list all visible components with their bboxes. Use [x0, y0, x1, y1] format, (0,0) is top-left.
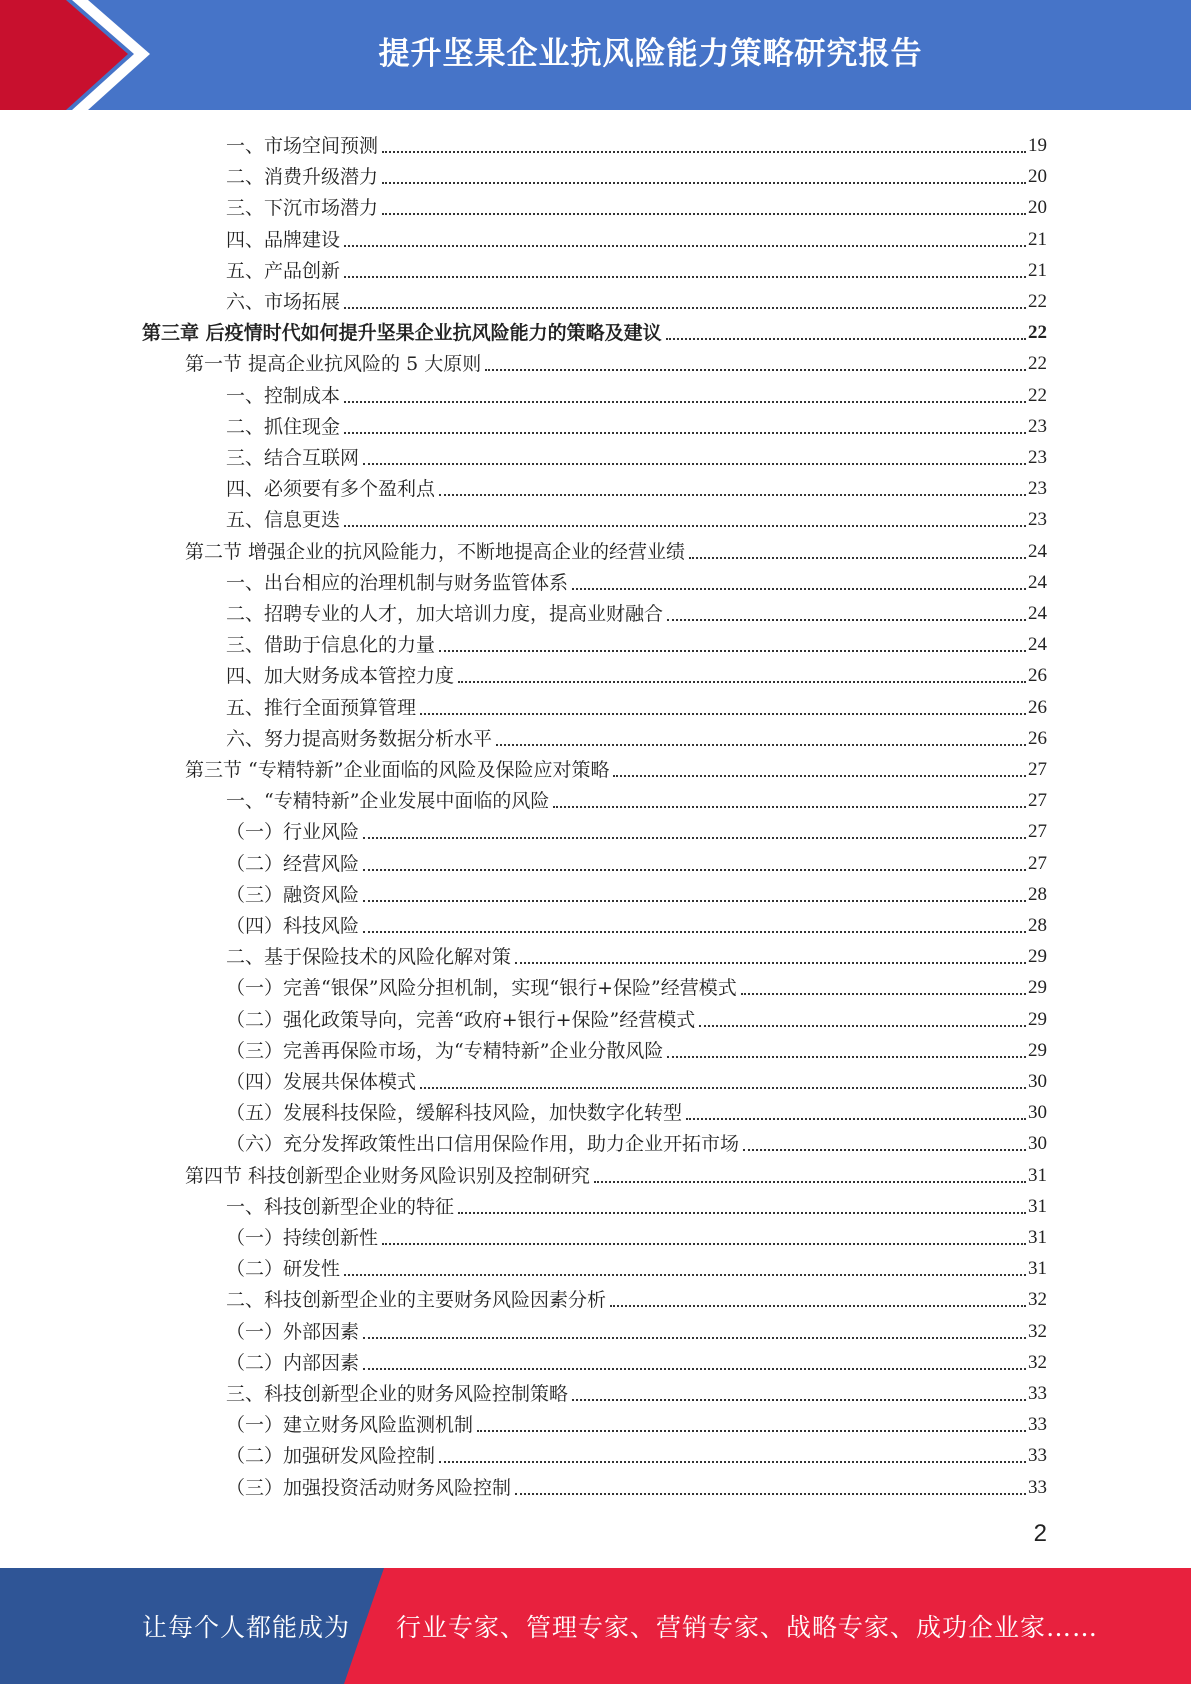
toc-entry-page: 21 [1028, 259, 1047, 281]
toc-entry-page: 24 [1028, 540, 1047, 562]
toc-entry-page: 26 [1028, 727, 1047, 749]
toc-entry-page: 29 [1028, 977, 1047, 999]
toc-entry[interactable] [226, 564, 1047, 595]
toc-dot-leader [572, 587, 1026, 590]
toc-entry-title: 第二节 增强企业的抗风险能力，不断地提高企业的经营业绩 [185, 540, 686, 563]
toc-entry-title: （二）加强研发风险控制 [226, 1445, 436, 1468]
toc-entry[interactable] [185, 1157, 1047, 1188]
toc-entry-title: （二）内部因素 [226, 1351, 360, 1374]
toc-dot-leader [515, 1492, 1026, 1495]
toc-entry-title: 二、消费升级潜力 [226, 166, 379, 189]
toc-dot-leader [743, 1148, 1026, 1151]
toc-entry-title: （一）建立财务风险监测机制 [226, 1414, 474, 1437]
toc-entry[interactable] [226, 1094, 1047, 1125]
toc-entry-title: （四）发展共保体模式 [226, 1071, 417, 1093]
toc-entry-title: 一、市场空间预测 [226, 135, 379, 157]
toc-entry-page: 33 [1028, 1445, 1047, 1467]
toc-entry[interactable] [226, 1032, 1047, 1063]
toc-entry[interactable] [226, 252, 1047, 283]
toc-dot-leader [344, 400, 1026, 403]
toc-entry-page: 24 [1028, 603, 1047, 624]
toc-entry-page: 23 [1028, 447, 1047, 468]
toc-entry-title: （一）持续创新性 [226, 1227, 379, 1249]
toc-entry-page: 32 [1028, 1289, 1047, 1311]
toc-dot-leader [363, 899, 1026, 902]
toc-entry[interactable] [226, 501, 1047, 532]
toc-entry-page: 24 [1028, 571, 1047, 593]
toc-dot-leader [610, 1304, 1026, 1307]
toc-entry[interactable] [226, 1437, 1047, 1468]
toc-dot-leader [458, 680, 1026, 683]
toc-entry-page: 30 [1028, 1071, 1047, 1092]
toc-dot-leader [496, 743, 1026, 746]
toc-entry-title: 五、推行全面预算管理 [226, 696, 417, 719]
toc-entry-page: 23 [1028, 478, 1047, 500]
toc-entry-title: 第一节 提高企业抗风险的 5 大原则 [185, 353, 482, 376]
toc-dot-leader [344, 306, 1026, 309]
toc-entry-title: 一、“专精特新”企业发展中面临的风险 [226, 790, 550, 813]
toc-dot-leader [477, 1429, 1026, 1432]
toc-dot-leader [382, 150, 1026, 153]
toc-entry[interactable] [226, 158, 1047, 189]
toc-entry-page: 27 [1028, 759, 1047, 780]
toc-entry[interactable] [226, 657, 1047, 688]
toc-entry-title: 一、控制成本 [226, 384, 341, 407]
toc-entry[interactable] [185, 345, 1047, 376]
toc-entry-title: （一）行业风险 [226, 821, 360, 844]
toc-entry-page: 29 [1028, 946, 1047, 968]
toc-entry-page: 28 [1028, 915, 1047, 936]
toc-dot-leader [667, 1055, 1026, 1058]
toc-entry-page: 30 [1028, 1133, 1047, 1155]
toc-entry-title: （六）充分发挥政策性出口信用保险作用，助力企业开拓市场 [226, 1133, 740, 1156]
toc-dot-leader [439, 649, 1026, 652]
toc-entry-title: （三）完善再保险市场，为“专精特新”企业分散风险 [226, 1039, 664, 1062]
toc-entry-page: 23 [1028, 509, 1047, 531]
toc-entry-title: 六、努力提高财务数据分析水平 [226, 727, 493, 750]
toc-entry-title: 一、出台相应的治理机制与财务监管体系 [226, 571, 569, 594]
toc-dot-leader [363, 1336, 1026, 1339]
toc-entry-title: 五、信息更迭 [226, 509, 341, 532]
toc-dot-leader [439, 493, 1026, 496]
toc-entry[interactable] [185, 533, 1047, 564]
page-footer [0, 1568, 1191, 1684]
toc-entry-title: （四）科技风险 [226, 915, 360, 937]
toc-entry[interactable] [226, 1375, 1047, 1406]
toc-entry-title: 第四节 科技创新型企业财务风险识别及控制研究 [185, 1164, 591, 1187]
toc-entry-page: 33 [1028, 1476, 1047, 1498]
toc-entry[interactable] [226, 782, 1047, 813]
toc-entry-page: 29 [1028, 1039, 1047, 1061]
toc-dot-leader [363, 836, 1026, 839]
toc-entry-title: 第三章 后疫情时代如何提升坚果企业抗风险能力的策略及建议 [142, 322, 662, 345]
toc-entry[interactable] [226, 1250, 1047, 1281]
toc-entry-page: 31 [1028, 1195, 1047, 1217]
toc-entry[interactable] [226, 689, 1047, 720]
toc-entry-page: 33 [1028, 1383, 1047, 1404]
toc-entry[interactable] [226, 1469, 1047, 1500]
toc-entry[interactable] [226, 1125, 1047, 1156]
toc-entry[interactable] [226, 845, 1047, 876]
toc-dot-leader [420, 1086, 1026, 1089]
toc-entry-page: 32 [1028, 1351, 1047, 1373]
toc-dot-leader [439, 1460, 1026, 1463]
toc-entry[interactable] [226, 377, 1047, 408]
toc-entry-title: 第三节 “专精特新”企业面临的风险及保险应对策略 [185, 759, 610, 781]
toc-entry-page: 31 [1028, 1227, 1047, 1248]
toc-entry-page: 28 [1028, 883, 1047, 905]
toc-entry-title: （三）融资风险 [226, 883, 360, 906]
toc-entry[interactable] [226, 1281, 1047, 1312]
toc-entry-page: 27 [1028, 852, 1047, 874]
toc-entry-title: 四、品牌建设 [226, 228, 341, 251]
footer-slogan-right: 行业专家、管理专家、营销专家、战略专家、成功企业家…… [396, 1613, 1099, 1642]
toc-dot-leader [699, 1024, 1026, 1027]
toc-entry[interactable] [226, 221, 1047, 252]
toc-dot-leader [382, 181, 1026, 184]
toc-entry[interactable] [226, 626, 1047, 657]
toc-entry-page: 26 [1028, 665, 1047, 687]
toc-entry-title: 三、结合互联网 [226, 447, 360, 469]
toc-entry[interactable] [226, 1063, 1047, 1094]
toc-entry-title: 二、抓住现金 [226, 415, 341, 438]
toc-dot-leader [613, 774, 1026, 777]
toc-entry[interactable] [226, 470, 1047, 501]
toc-dot-leader [420, 712, 1026, 715]
toc-entry-title: 三、下沉市场潜力 [226, 197, 379, 220]
toc-entry-title: （二）研发性 [226, 1258, 341, 1281]
toc-entry[interactable] [226, 1313, 1047, 1344]
page-header [0, 0, 1191, 110]
toc-dot-leader [741, 992, 1026, 995]
toc-entry-title: （一）外部因素 [226, 1320, 360, 1343]
toc-entry-page: 32 [1028, 1320, 1047, 1342]
toc-entry[interactable] [226, 813, 1047, 844]
toc-dot-leader [667, 618, 1026, 621]
toc-dot-leader [689, 556, 1026, 559]
toc-entry[interactable] [185, 751, 1047, 782]
page-number: 2 [1033, 1520, 1047, 1547]
toc-dot-leader [572, 1398, 1026, 1401]
toc-entry[interactable] [226, 1001, 1047, 1032]
toc-entry-title: （二）强化政策导向，完善“政府+银行+保险”经营模式 [226, 1008, 696, 1031]
toc-entry[interactable] [226, 408, 1047, 439]
toc-entry-title: 四、加大财务成本管控力度 [226, 665, 455, 688]
toc-entry[interactable] [226, 283, 1047, 314]
toc-dot-leader [363, 930, 1026, 933]
toc-entry[interactable] [226, 1344, 1047, 1375]
toc-dot-leader [382, 1242, 1026, 1245]
toc-entry[interactable] [226, 938, 1047, 969]
toc-entry-page: 20 [1028, 197, 1047, 219]
toc-entry-page: 19 [1028, 135, 1047, 156]
toc-entry-page: 31 [1028, 1164, 1047, 1186]
toc-entry[interactable] [226, 876, 1047, 907]
toc-entry[interactable] [226, 1406, 1047, 1437]
document-title: 提升坚果企业抗风险能力策略研究报告 [378, 35, 923, 72]
toc-entry-title: 五、产品创新 [226, 259, 341, 282]
toc-entry-title: 三、科技创新型企业的财务风险控制策略 [226, 1383, 569, 1405]
toc-entry[interactable] [142, 314, 1047, 345]
toc-dot-leader [382, 212, 1026, 215]
toc-entry[interactable] [226, 595, 1047, 626]
toc-entry-title: （一）完善“银保”风险分担机制，实现“银行+保险”经营模式 [226, 977, 737, 1000]
toc-dot-leader [363, 462, 1026, 465]
toc-dot-leader [594, 1180, 1026, 1183]
toc-entry-title: 二、招聘专业的人才，加大培训力度，提高业财融合 [226, 603, 664, 625]
toc-dot-leader [344, 1273, 1026, 1276]
toc-entry-title: 三、借助于信息化的力量 [226, 634, 436, 657]
toc-dot-leader [485, 368, 1026, 371]
toc-entry-title: 四、必须要有多个盈利点 [226, 478, 436, 501]
toc-entry-page: 22 [1028, 384, 1047, 406]
toc-dot-leader [553, 805, 1026, 808]
footer-slogan-left: 让每个人都能成为 [142, 1613, 351, 1642]
toc-entry-page: 30 [1028, 1102, 1047, 1124]
toc-entry-page: 22 [1028, 353, 1047, 375]
toc-entry[interactable] [226, 189, 1047, 220]
toc-entry-page: 22 [1028, 291, 1047, 312]
toc-dot-leader [666, 337, 1026, 340]
toc-entry[interactable] [226, 439, 1047, 470]
toc-entry-page: 33 [1028, 1414, 1047, 1436]
toc-dot-leader [515, 961, 1026, 964]
toc-entry-title: （五）发展科技保险，缓解科技风险，加快数字化转型 [226, 1102, 683, 1125]
toc-entry-title: 二、基于保险技术的风险化解对策 [226, 946, 512, 969]
toc-entry-page: 31 [1028, 1258, 1047, 1280]
toc-entry-title: （二）经营风险 [226, 852, 360, 875]
toc-entry-title: 一、科技创新型企业的特征 [226, 1195, 455, 1218]
toc-dot-leader [686, 1117, 1026, 1120]
toc-entry-page: 27 [1028, 790, 1047, 812]
toc-entry-page: 27 [1028, 821, 1047, 843]
toc-entry-page: 22 [1028, 322, 1047, 344]
toc-entry-page: 23 [1028, 415, 1047, 437]
toc-entry-page: 29 [1028, 1008, 1047, 1030]
toc-dot-leader [363, 1367, 1026, 1370]
toc-entry[interactable] [226, 907, 1047, 938]
toc-entry[interactable] [226, 720, 1047, 751]
toc-entry-page: 26 [1028, 696, 1047, 718]
toc-dot-leader [363, 868, 1026, 871]
toc-entry-page: 20 [1028, 166, 1047, 188]
toc-entry[interactable] [226, 1219, 1047, 1250]
toc-dot-leader [344, 524, 1026, 527]
toc-dot-leader [344, 244, 1026, 247]
toc-entry-page: 24 [1028, 634, 1047, 656]
toc-entry[interactable] [226, 969, 1047, 1000]
toc-entry-title: 六、市场拓展 [226, 291, 341, 313]
toc-dot-leader [344, 431, 1026, 434]
toc-dot-leader [344, 275, 1026, 278]
toc-entry[interactable] [226, 1188, 1047, 1219]
toc-entry-title: （三）加强投资活动财务风险控制 [226, 1476, 512, 1499]
toc-dot-leader [458, 1211, 1026, 1214]
toc-entry[interactable] [226, 127, 1047, 158]
toc-entry-title: 二、科技创新型企业的主要财务风险因素分析 [226, 1289, 607, 1312]
toc-entry-page: 21 [1028, 228, 1047, 250]
